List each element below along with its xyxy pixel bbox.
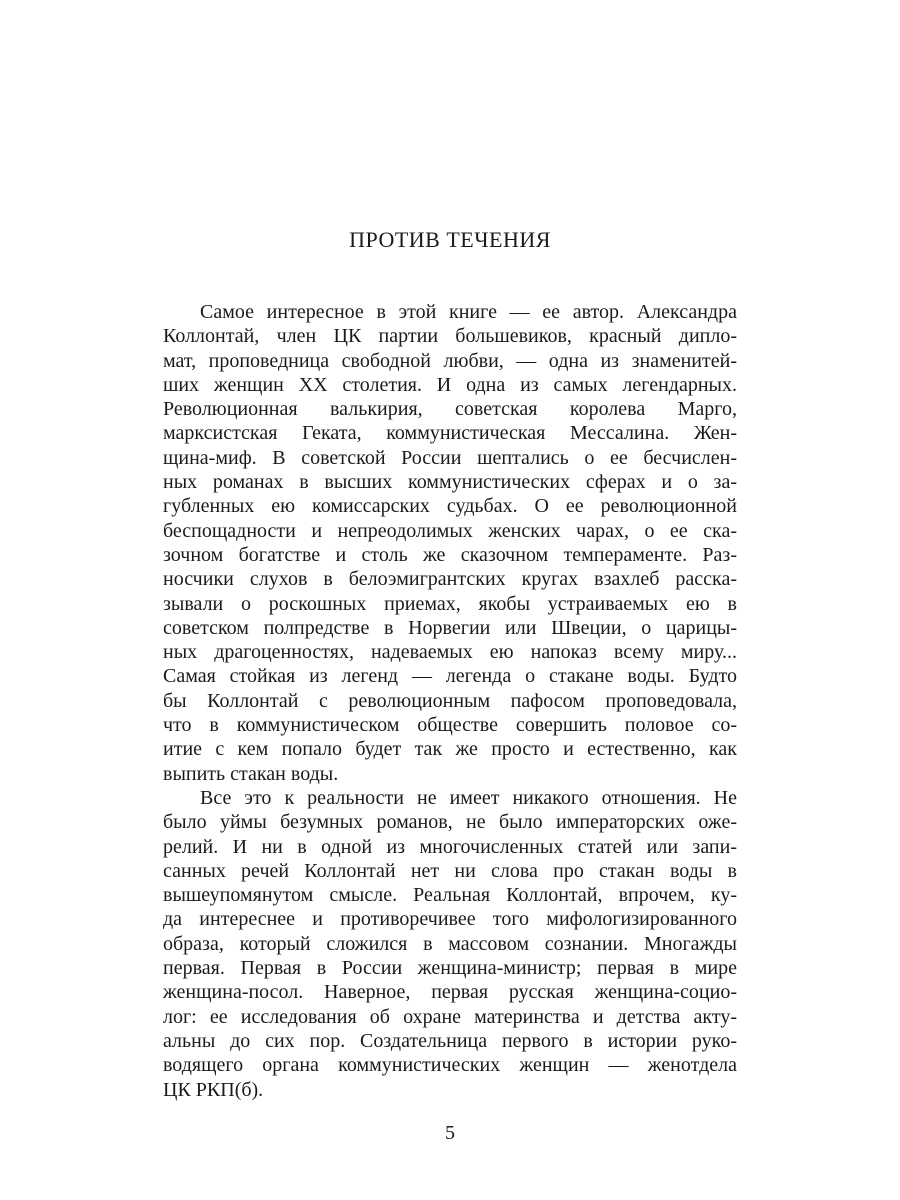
text-line: Самое интересное в этой книге — ее автор. Александра: [200, 301, 737, 323]
text-line: Революционная валькирия, советская королева Марго,: [163, 398, 737, 421]
paragraph: [163, 786, 737, 1102]
text-line: ных романах в высших коммунистических сферах и о за-: [163, 471, 737, 494]
body-text: [163, 300, 737, 1102]
text-line: советском полпредстве в Норвегии или Швеции, о царицы-: [163, 616, 737, 639]
text-line: Все это к реальности не имеет никакого отношения. Не: [200, 786, 737, 809]
text-line: вышеупомянутом смысле. Реальная Коллонтай, впрочем, ку-: [163, 884, 737, 907]
text-line: выпить стакан воды.: [163, 762, 339, 785]
text-line: губленных ею комиссарских судьбах. О ее революционной: [163, 495, 737, 518]
text-line: ших женщин XX столетия. И одна из самых легендарных.: [163, 373, 737, 396]
text-line: было уймы безумных романов, не было императорских оже-: [163, 811, 737, 834]
text-line: беспощадности и непреодолимых женских чарах, о ее ска-: [163, 519, 737, 542]
text-line: марксистская Геката, коммунистическая Мессалина. Жен-: [163, 422, 737, 445]
text-line: альны до сих пор. Создательница первого в истории руко-: [163, 1029, 737, 1052]
text-line: итие с кем попало будет так же просто и естественно, как: [163, 738, 737, 761]
text-line: да интереснее и противоречивее того мифологизированного: [163, 908, 737, 931]
chapter-title: ПРОТИВ ТЕЧЕНИЯ: [349, 227, 551, 252]
text-line: Коллонтай, член ЦК партии большевиков, красный дипло-: [163, 325, 737, 348]
text-line: водящего органа коммунистических женщин — женотдела: [163, 1054, 737, 1077]
text-line: ных драгоценностях, надеваемых ею напоказ всему миру...: [163, 641, 737, 664]
paragraph: [163, 300, 737, 786]
text-line: образа, который сложился в массовом сознании. Многажды: [163, 932, 737, 955]
text-line: релий. И ни в одной из многочисленных статей или запи-: [163, 835, 737, 858]
text-line: первая. Первая в России женщина-министр; первая в мире: [163, 957, 737, 980]
text-line: ЦК РКП(б).: [163, 1078, 264, 1101]
text-line: щина-миф. В советской России шептались о ее бесчислен-: [163, 446, 737, 469]
text-line: носчики слухов в белоэмигрантских кругах взахлеб расска-: [163, 568, 737, 591]
text-line: женщина-посол. Наверное, первая русская женщина-социо-: [163, 981, 737, 1004]
text-line: бы Коллонтай с революционным пафосом проповедовала,: [163, 689, 737, 712]
text-line: санных речей Коллонтай нет ни слова про стакан воды в: [163, 859, 737, 882]
text-line: Самая стойкая из легенд — легенда о стакане воды. Будто: [163, 665, 737, 688]
text-line: что в коммунистическом обществе совершить половое со-: [163, 714, 737, 737]
page-number: 5: [445, 1122, 455, 1144]
text-line: мат, проповедница свободной любви, — одна из знаменитей-: [163, 349, 737, 372]
text-line: зывали о роскошных приемах, якобы устраиваемых ею в: [163, 592, 737, 615]
text-line: зочном богатстве и столь же сказочном темпераменте. Раз-: [163, 543, 737, 566]
text-line: лог: ее исследования об охране материнства и детства акту-: [163, 1005, 737, 1028]
